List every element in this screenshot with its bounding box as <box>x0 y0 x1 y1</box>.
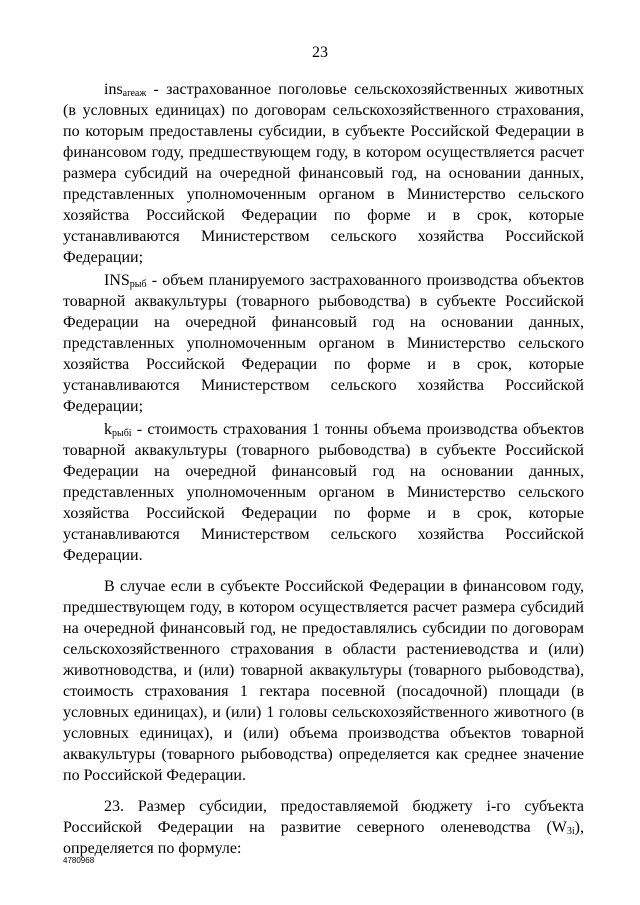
paragraph-23 <box>63 796 584 859</box>
definition-k-rybi <box>63 419 584 566</box>
symbol-subscript: areaж <box>122 88 147 99</box>
paragraph-average-value: В случае если в субъекте Российской Федерации в финансовом году, предшествующем году, в котором осуществляется расчет размера субсидий на очередной финансовый год, не предоставлялись субсидии по договорам сельскохозяйственного страхования в области растениеводства и (или) животноводства, и (или) товарной аквакультуры (товарного рыбоводства), стоимость страхования 1 гектара посевной (посадочной) площади (в условных единицах), и (или) 1 головы сельскохозяйственного животного (в условных единицах), и (или) объема производства объектов товарной аквакультуры (товарного рыбоводства) определяется как среднее значение по Российской Федерации. <box>63 578 584 784</box>
symbol: INS <box>104 272 130 289</box>
definition-text: - застрахованное поголовье сельскохозяйственных животных (в условных единицах) по договорам сельскохозяйственного страхования, по которым предоставлены субсидии, в субъекте Российской Федерации в финансовом году, предшествующем году, в котором осуществляется расчет размера субсидий на очередной финансовый год, на основании данных, представленных уполномоченным органом в Министерство сельского хозяйства Российской Федерации по форме и в срок, которые устанавливаются Министерством сельского хозяйства Российской Федерации; <box>63 81 584 266</box>
definition-ins-ryb <box>63 270 584 417</box>
w3i-subscript: 3i <box>566 826 575 837</box>
definition-text: - объем планируемого застрахованного производства объектов товарной аквакультуры (товарного рыбоводства) в субъекте Российской Федерации на очередной финансовый год на основании данных, представленных уполномоченным органом в Министерство сельского хозяйства Российской Федерации по форме и в срок, которые устанавливаются Министерством сельского хозяйства Российской Федерации; <box>63 272 584 415</box>
symbol-subscript: рыбi <box>112 428 132 439</box>
document-body <box>63 79 584 861</box>
definition-text: - стоимость страхования 1 тонны объема производства объектов товарной аквакультуры (товарного рыбоводства) в субъекте Российской Федерации на очередной финансовый год на основании данных, представленных уполномоченным органом в Министерство сельского хозяйства Российской Федерации по форме и в срок, которые устанавливаются Министерством сельского хозяйства Российской Федерации. <box>63 421 584 564</box>
symbol: k <box>104 421 112 438</box>
paragraph-23-text-end: ), определяется по формуле: <box>63 819 584 857</box>
symbol: ins <box>104 81 123 98</box>
document-code: 4780968 <box>63 856 95 865</box>
page-number: 23 <box>312 44 328 61</box>
paragraph-23-text: 23. Размер субсидии, предоставляемой бюджету i-го субъекта Российской Федерации на развитие северного оленеводства (W <box>63 798 584 836</box>
definition-ins-areazh <box>63 79 584 268</box>
symbol-subscript: рыб <box>129 279 147 290</box>
